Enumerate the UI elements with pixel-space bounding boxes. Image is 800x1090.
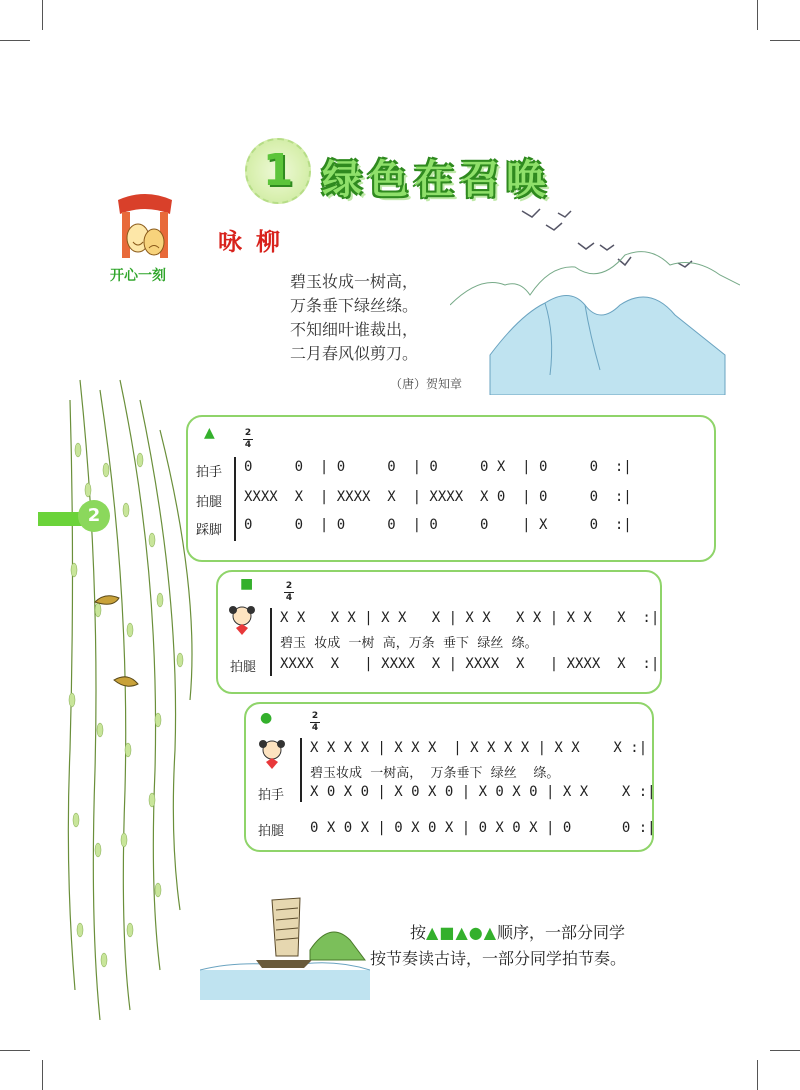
instruction-shapes: ▲■▲●▲	[426, 923, 498, 942]
instruction-line2: 按节奏读古诗，一部分同学拍节奏。	[370, 949, 627, 968]
child-face-icon	[228, 602, 256, 636]
rhythm-row-clap: 0 0 | 0 0 | 0 0 X | 0 0 :|	[244, 459, 632, 475]
lyrics-row: 碧玉 妆成 一树 高，万条 垂下 绿丝 绦。	[280, 636, 538, 651]
mountains-illustration	[450, 195, 740, 395]
poem-line: 二月春风似剪刀。	[290, 344, 419, 363]
theatre-mask-icon	[112, 192, 178, 266]
rhythm-row-clap: X 0 X 0 | X 0 X 0 | X 0 X 0 | X X X :|	[310, 784, 656, 800]
unit-title: 绿色在召唤	[322, 157, 552, 203]
lyrics-row: 碧玉妆成 一树高， 万条垂下 绿丝 绦。	[310, 766, 560, 781]
crop-mark	[42, 0, 43, 30]
exercise-1-marker: ▲	[204, 425, 215, 441]
rhythm-row-thigh: XXXX X | XXXX X | XXXX X | XXXX X :|	[280, 656, 660, 672]
label-clap: 拍手	[196, 465, 223, 480]
label-thigh: 拍腿	[230, 660, 257, 675]
instruction-prefix: 按	[410, 923, 427, 942]
crop-mark	[42, 1060, 43, 1090]
label-stomp: 踩脚	[196, 523, 223, 538]
rhythm-row-thigh: 0 X 0 X | 0 X 0 X | 0 X 0 X | 0 0 :|	[310, 820, 656, 836]
rhythm-row: X X X X | X X X | X X X X | X X X :|	[310, 740, 648, 756]
instruction-line1: 顺序，一部分同学	[497, 923, 626, 942]
time-signature: 2 4	[311, 711, 319, 733]
sailboat-illustration	[200, 890, 370, 1000]
label-thigh: 拍腿	[258, 824, 285, 839]
crop-mark	[0, 40, 30, 41]
exercise-3-panel	[244, 702, 654, 852]
exercise-2-panel	[216, 570, 662, 694]
unit-number-badge	[245, 138, 311, 204]
exercise-2-marker: ■	[240, 576, 254, 592]
exercise-1-panel	[186, 415, 716, 562]
poem	[290, 270, 463, 391]
time-signature: 2 4	[285, 581, 293, 603]
crop-mark	[770, 40, 800, 41]
unit-number: 1	[262, 145, 294, 196]
poem-title: 咏柳	[218, 227, 294, 256]
rhythm-row-stomp: 0 0 | 0 0 | 0 0 | X 0 :|	[244, 517, 632, 533]
instruction	[370, 920, 690, 972]
poem-line: 碧玉妆成一树高，	[290, 272, 419, 291]
poem-line: 万条垂下绿丝绦。	[290, 296, 419, 315]
page-number: 2	[78, 500, 110, 532]
willow-tree-illustration	[40, 370, 210, 1030]
crop-mark	[0, 1050, 30, 1051]
crop-mark	[770, 1050, 800, 1051]
brace	[234, 457, 239, 541]
crop-mark	[757, 0, 758, 30]
crop-mark	[757, 1060, 758, 1090]
brace	[270, 608, 275, 676]
rhythm-row-thigh: XXXX X | XXXX X | XXXX X 0 | 0 0 :|	[244, 489, 632, 505]
label-thigh: 拍腿	[196, 495, 223, 510]
poem-author: （唐）贺知章	[390, 377, 463, 391]
label-clap: 拍手	[258, 788, 285, 803]
section-label: 开心一刻	[110, 268, 166, 284]
exercise-3-marker: ●	[260, 710, 273, 726]
time-signature: 2 4	[244, 428, 252, 450]
brace	[300, 738, 305, 802]
child-face-icon	[258, 736, 286, 770]
poem-line: 不知细叶谁裁出，	[290, 320, 419, 339]
rhythm-row: X X X X | X X X | X X X X | X X X :|	[280, 610, 660, 626]
